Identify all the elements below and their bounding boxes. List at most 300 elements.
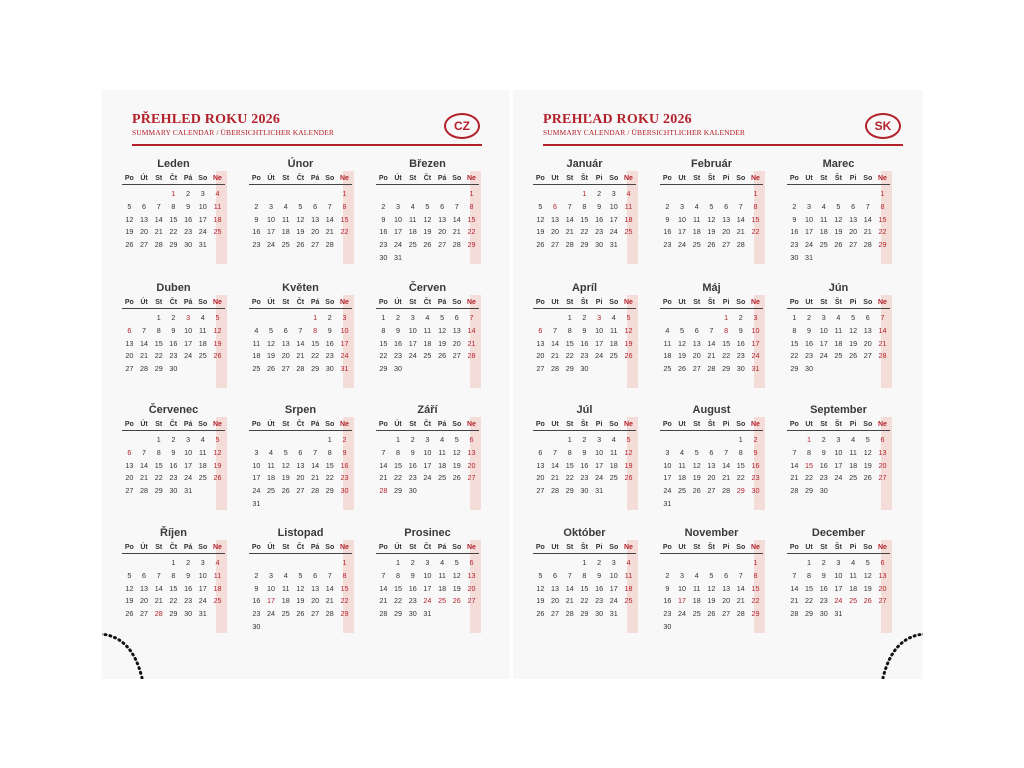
empty-cell [293,188,308,201]
weekday-header [660,173,763,185]
day-cell: 31 [751,364,760,374]
weekday-label: Ne [212,421,222,428]
day-cell: 11 [692,214,701,224]
empty-cell [548,557,563,570]
day-cell: 3 [410,313,415,322]
day-cell: 13 [863,325,872,335]
empty-cell [621,239,636,252]
day-cell: 14 [467,325,476,335]
weekday-header [660,297,763,309]
day-cell: 15 [169,214,178,224]
day-cell: 26 [438,351,447,361]
day-cell: 25 [849,473,858,483]
day-cell: 31 [595,486,604,496]
day-cell: 9 [807,325,812,335]
empty-cell [249,557,264,570]
day-cell: 19 [863,583,872,593]
day-cell: 24 [252,486,261,496]
day-cell: 30 [819,609,828,619]
day-cell: 27 [722,240,731,250]
day-cell: 11 [819,214,828,224]
day-cell: 16 [379,227,388,237]
empty-cell [137,557,152,570]
day-cell: 2 [410,435,415,444]
day-cell: 8 [724,325,729,335]
week-row [122,363,225,376]
day-cell: 6 [313,570,318,580]
day-cell: 8 [567,447,572,457]
day-cell: 11 [834,325,843,335]
day-cell: 20 [467,583,476,593]
day-cell: 10 [595,325,604,335]
empty-cell [293,498,308,511]
day-cell: 16 [252,596,261,606]
empty-cell [846,363,861,376]
day-cell: 20 [551,596,560,606]
day-cell: 29 [805,609,814,619]
day-cell: 7 [724,447,729,457]
day-cell: 24 [340,351,349,361]
empty-cell [449,252,464,265]
day-cell: 4 [836,313,841,322]
day-cell: 3 [342,313,347,322]
day-cell: 25 [624,227,633,237]
day-cell: 14 [722,460,731,470]
month-name: Leden [157,158,190,170]
week-row [122,325,225,338]
week-row [660,434,763,447]
day-cell: 11 [438,570,446,580]
weekday-header [122,297,225,309]
day-cell: 13 [140,214,149,224]
empty-cell [831,363,846,376]
day-cell: 17 [834,583,843,593]
weekday-label: So [609,421,619,428]
day-cell: 11 [267,460,275,470]
day-cell: 19 [281,473,290,483]
day-cell: 14 [296,338,305,348]
month-name: Červen [408,282,447,294]
day-cell: 27 [311,609,320,619]
empty-cell [548,434,563,447]
day-cell: 2 [665,570,670,580]
day-cell: 16 [184,583,193,593]
day-cell: 19 [536,596,545,606]
day-cell: 20 [863,338,872,348]
empty-cell [308,434,323,447]
week-row [122,447,225,460]
empty-cell [420,485,435,498]
empty-cell [264,434,279,447]
weekday-header [787,419,890,431]
empty-cell [875,252,890,265]
weekday-label: Pá [310,421,320,428]
week-row [660,214,763,227]
day-cell: 17 [819,338,828,348]
month-grid [122,297,225,376]
weekday-label: Pá [437,299,447,306]
weekday-label: So [198,544,208,551]
empty-cell [831,252,846,265]
day-cell: 27 [722,609,731,619]
day-cell: 16 [663,596,672,606]
day-cell: 22 [340,227,349,237]
day-cell: 4 [254,325,259,335]
weekday-label: So [325,421,335,428]
empty-cell [137,312,152,325]
week-row [533,472,636,485]
empty-cell [860,363,875,376]
day-cell: 25 [609,351,618,361]
day-cell: 22 [805,596,814,606]
day-cell: 20 [692,351,701,361]
day-cell: 8 [807,570,812,580]
day-cell: 24 [394,240,403,250]
empty-cell [860,608,875,621]
day-cell: 2 [254,201,259,211]
day-cell: 29 [751,609,760,619]
day-cell: 20 [849,227,858,237]
empty-cell [787,434,802,447]
month-name: Február [691,158,732,170]
day-cell: 7 [553,325,558,335]
weekday-label: Št [707,299,715,306]
day-cell: 18 [198,338,207,348]
weekday-header [376,419,479,431]
week-row [376,338,479,351]
empty-cell [464,485,479,498]
day-cell: 20 [125,473,134,483]
day-cell: 16 [595,583,604,593]
day-cell: 22 [751,596,760,606]
weekday-header [533,173,636,185]
empty-cell [181,363,196,376]
week-row [787,447,890,460]
empty-cell [533,434,548,447]
day-cell: 19 [863,460,872,470]
weekday-label: Čt [423,421,432,428]
day-cell: 30 [252,621,261,631]
empty-cell [420,252,435,265]
weekday-label: St [693,421,701,428]
day-cell: 4 [851,558,856,567]
day-cell: 27 [536,486,545,496]
day-cell: 26 [849,351,858,361]
weekday-label: St [820,544,828,551]
empty-cell [376,434,391,447]
day-cell: 15 [154,338,163,348]
day-cell: 21 [379,596,388,606]
day-cell: 14 [736,214,745,224]
weekday-label: Ne [750,421,760,428]
day-cell: 23 [184,227,193,237]
empty-cell [376,188,391,201]
empty-cell [264,621,279,634]
day-cell: 29 [311,364,320,374]
day-cell: 27 [140,240,149,250]
day-cell: 3 [680,570,685,580]
empty-cell [308,188,323,201]
month-block [122,404,225,516]
day-cell: 22 [340,596,349,606]
weekday-header [249,542,352,554]
day-cell: 29 [325,486,334,496]
day-cell: 21 [154,596,163,606]
day-cell: 24 [184,473,193,483]
week-row [376,447,479,460]
day-cell: 15 [751,583,760,593]
day-cell: 6 [865,313,870,322]
weekday-label: Po [251,421,261,428]
day-cell: 20 [536,351,545,361]
day-cell: 25 [281,609,290,619]
day-cell: 23 [169,351,178,361]
week-row [376,557,479,570]
weekday-header [122,419,225,431]
weekday-label: Pá [183,299,193,306]
week-row [787,485,890,498]
day-cell: 17 [267,227,276,237]
month-block [122,158,225,270]
day-cell: 23 [379,240,388,250]
week-row [249,621,352,634]
day-cell: 9 [582,325,587,335]
day-cell: 9 [171,325,176,335]
weekday-label: So [863,544,873,551]
day-cell: 7 [738,201,743,211]
day-cell: 18 [438,583,447,593]
day-cell: 2 [396,313,401,322]
empty-cell [122,557,137,570]
day-cell: 15 [736,460,745,470]
month-grid [122,419,225,498]
day-cell: 28 [863,240,872,250]
week-row [787,595,890,608]
week-row [249,434,352,447]
weekday-label: Pi [595,421,603,428]
weekday-header [249,173,352,185]
day-cell: 26 [213,351,222,361]
day-cell: 1 [807,435,812,444]
day-cell: 16 [394,338,403,348]
day-cell: 24 [834,473,843,483]
day-cell: 19 [296,227,305,237]
empty-cell [435,188,450,201]
empty-cell [675,312,690,325]
day-cell: 5 [680,325,685,335]
day-cell: 28 [467,351,476,361]
day-cell: 10 [663,460,672,470]
day-cell: 21 [565,227,574,237]
weekday-label: So [325,299,335,306]
day-cell: 31 [184,486,193,496]
day-cell: 5 [440,313,445,322]
day-cell: 26 [423,240,432,250]
day-cell: 13 [467,570,476,580]
day-cell: 13 [551,583,560,593]
day-cell: 10 [834,570,843,580]
day-cell: 4 [680,447,685,457]
day-cell: 11 [408,214,417,224]
empty-cell [719,621,734,634]
day-cell: 3 [200,558,205,567]
day-cell: 25 [692,240,701,250]
weekday-label: Ut [678,175,686,182]
day-cell: 27 [125,364,134,374]
day-cell: 29 [565,364,574,374]
day-cell: 24 [819,351,828,361]
day-cell: 24 [198,596,207,606]
week-row [533,363,636,376]
day-cell: 17 [678,227,687,237]
day-cell: 18 [609,338,618,348]
day-cell: 8 [171,570,176,580]
weekday-label: Po [124,421,134,428]
day-cell: 29 [394,486,403,496]
day-cell: 4 [283,201,288,211]
day-cell: 8 [342,201,347,211]
empty-cell [420,188,435,201]
day-cell: 9 [738,325,743,335]
empty-cell [122,434,137,447]
weekday-label: St [282,299,290,306]
week-row [787,312,890,325]
day-cell: 4 [200,313,205,322]
empty-cell [816,252,831,265]
empty-cell [748,621,763,634]
day-cell: 22 [169,227,178,237]
empty-cell [278,557,293,570]
week-row [660,188,763,201]
day-cell: 7 [865,201,870,211]
weekday-label: Ne [212,544,222,551]
day-cell: 16 [325,338,334,348]
day-cell: 6 [724,570,729,580]
weekday-label: Po [662,175,672,182]
day-cell: 19 [624,460,633,470]
day-cell: 5 [425,201,430,211]
month-block [376,282,479,394]
day-cell: 17 [267,596,276,606]
day-cell: 24 [198,227,207,237]
day-cell: 20 [140,596,149,606]
day-cell: 5 [836,201,841,211]
weekday-label: So [863,175,873,182]
dotted-corner-decoration [873,630,923,679]
day-cell: 8 [567,325,572,335]
empty-cell [278,312,293,325]
day-cell: 10 [609,201,618,211]
day-cell: 18 [267,473,276,483]
day-cell: 18 [198,460,207,470]
day-cell: 13 [536,460,545,470]
day-cell: 13 [311,214,320,224]
day-cell: 21 [452,227,461,237]
day-cell: 17 [252,473,261,483]
day-cell: 16 [184,214,193,224]
week-row [533,239,636,252]
day-cell: 29 [580,240,589,250]
month-grid [376,297,479,376]
weekday-label: So [609,175,619,182]
day-cell: 10 [252,460,261,470]
month-block [533,527,636,639]
day-cell: 30 [736,364,745,374]
week-row [787,363,890,376]
weekday-label: Pi [722,299,730,306]
day-cell: 2 [186,558,191,567]
day-cell: 12 [423,214,432,224]
week-row [249,583,352,596]
empty-cell [548,188,563,201]
month-grid [787,297,890,376]
day-cell: 14 [379,583,388,593]
day-cell: 25 [438,596,447,606]
day-cell: 30 [184,240,193,250]
day-cell: 12 [536,214,545,224]
month-grid [533,419,636,498]
weekday-label: Po [378,544,388,551]
day-cell: 23 [736,351,745,361]
day-cell: 29 [736,486,745,496]
calendar-page-sk [513,90,923,679]
day-cell: 6 [454,313,459,322]
day-cell: 22 [394,473,403,483]
empty-cell [860,485,875,498]
day-cell: 29 [379,364,388,374]
day-cell: 25 [252,364,261,374]
week-row [533,201,636,214]
week-row [122,239,225,252]
day-cell: 19 [624,338,633,348]
day-cell: 21 [736,227,745,237]
empty-cell [405,188,420,201]
day-cell: 11 [423,325,432,335]
empty-cell [592,363,607,376]
day-cell: 22 [154,351,163,361]
day-cell: 28 [722,486,731,496]
empty-cell [278,188,293,201]
day-cell: 7 [738,570,743,580]
month-grid [660,419,763,511]
empty-cell [137,434,152,447]
day-cell: 14 [551,460,560,470]
week-row [660,312,763,325]
day-cell: 10 [394,214,403,224]
day-cell: 16 [169,338,178,348]
weekday-label: Ne [623,175,633,182]
day-cell: 6 [553,201,558,211]
day-cell: 15 [394,460,403,470]
day-cell: 29 [790,364,799,374]
day-cell: 27 [467,596,476,606]
week-row [533,485,636,498]
day-cell: 23 [580,473,589,483]
weekday-label: Pi [849,544,857,551]
empty-cell [435,252,450,265]
weekday-header [787,542,890,554]
weekday-label: So [325,175,335,182]
day-cell: 21 [325,227,334,237]
empty-cell [748,498,763,511]
weekday-label: Pá [437,544,447,551]
week-row [249,214,352,227]
empty-cell [337,498,352,511]
day-cell: 23 [408,596,417,606]
day-cell: 18 [692,596,701,606]
weekday-label: So [736,175,746,182]
day-cell: 4 [611,313,616,322]
